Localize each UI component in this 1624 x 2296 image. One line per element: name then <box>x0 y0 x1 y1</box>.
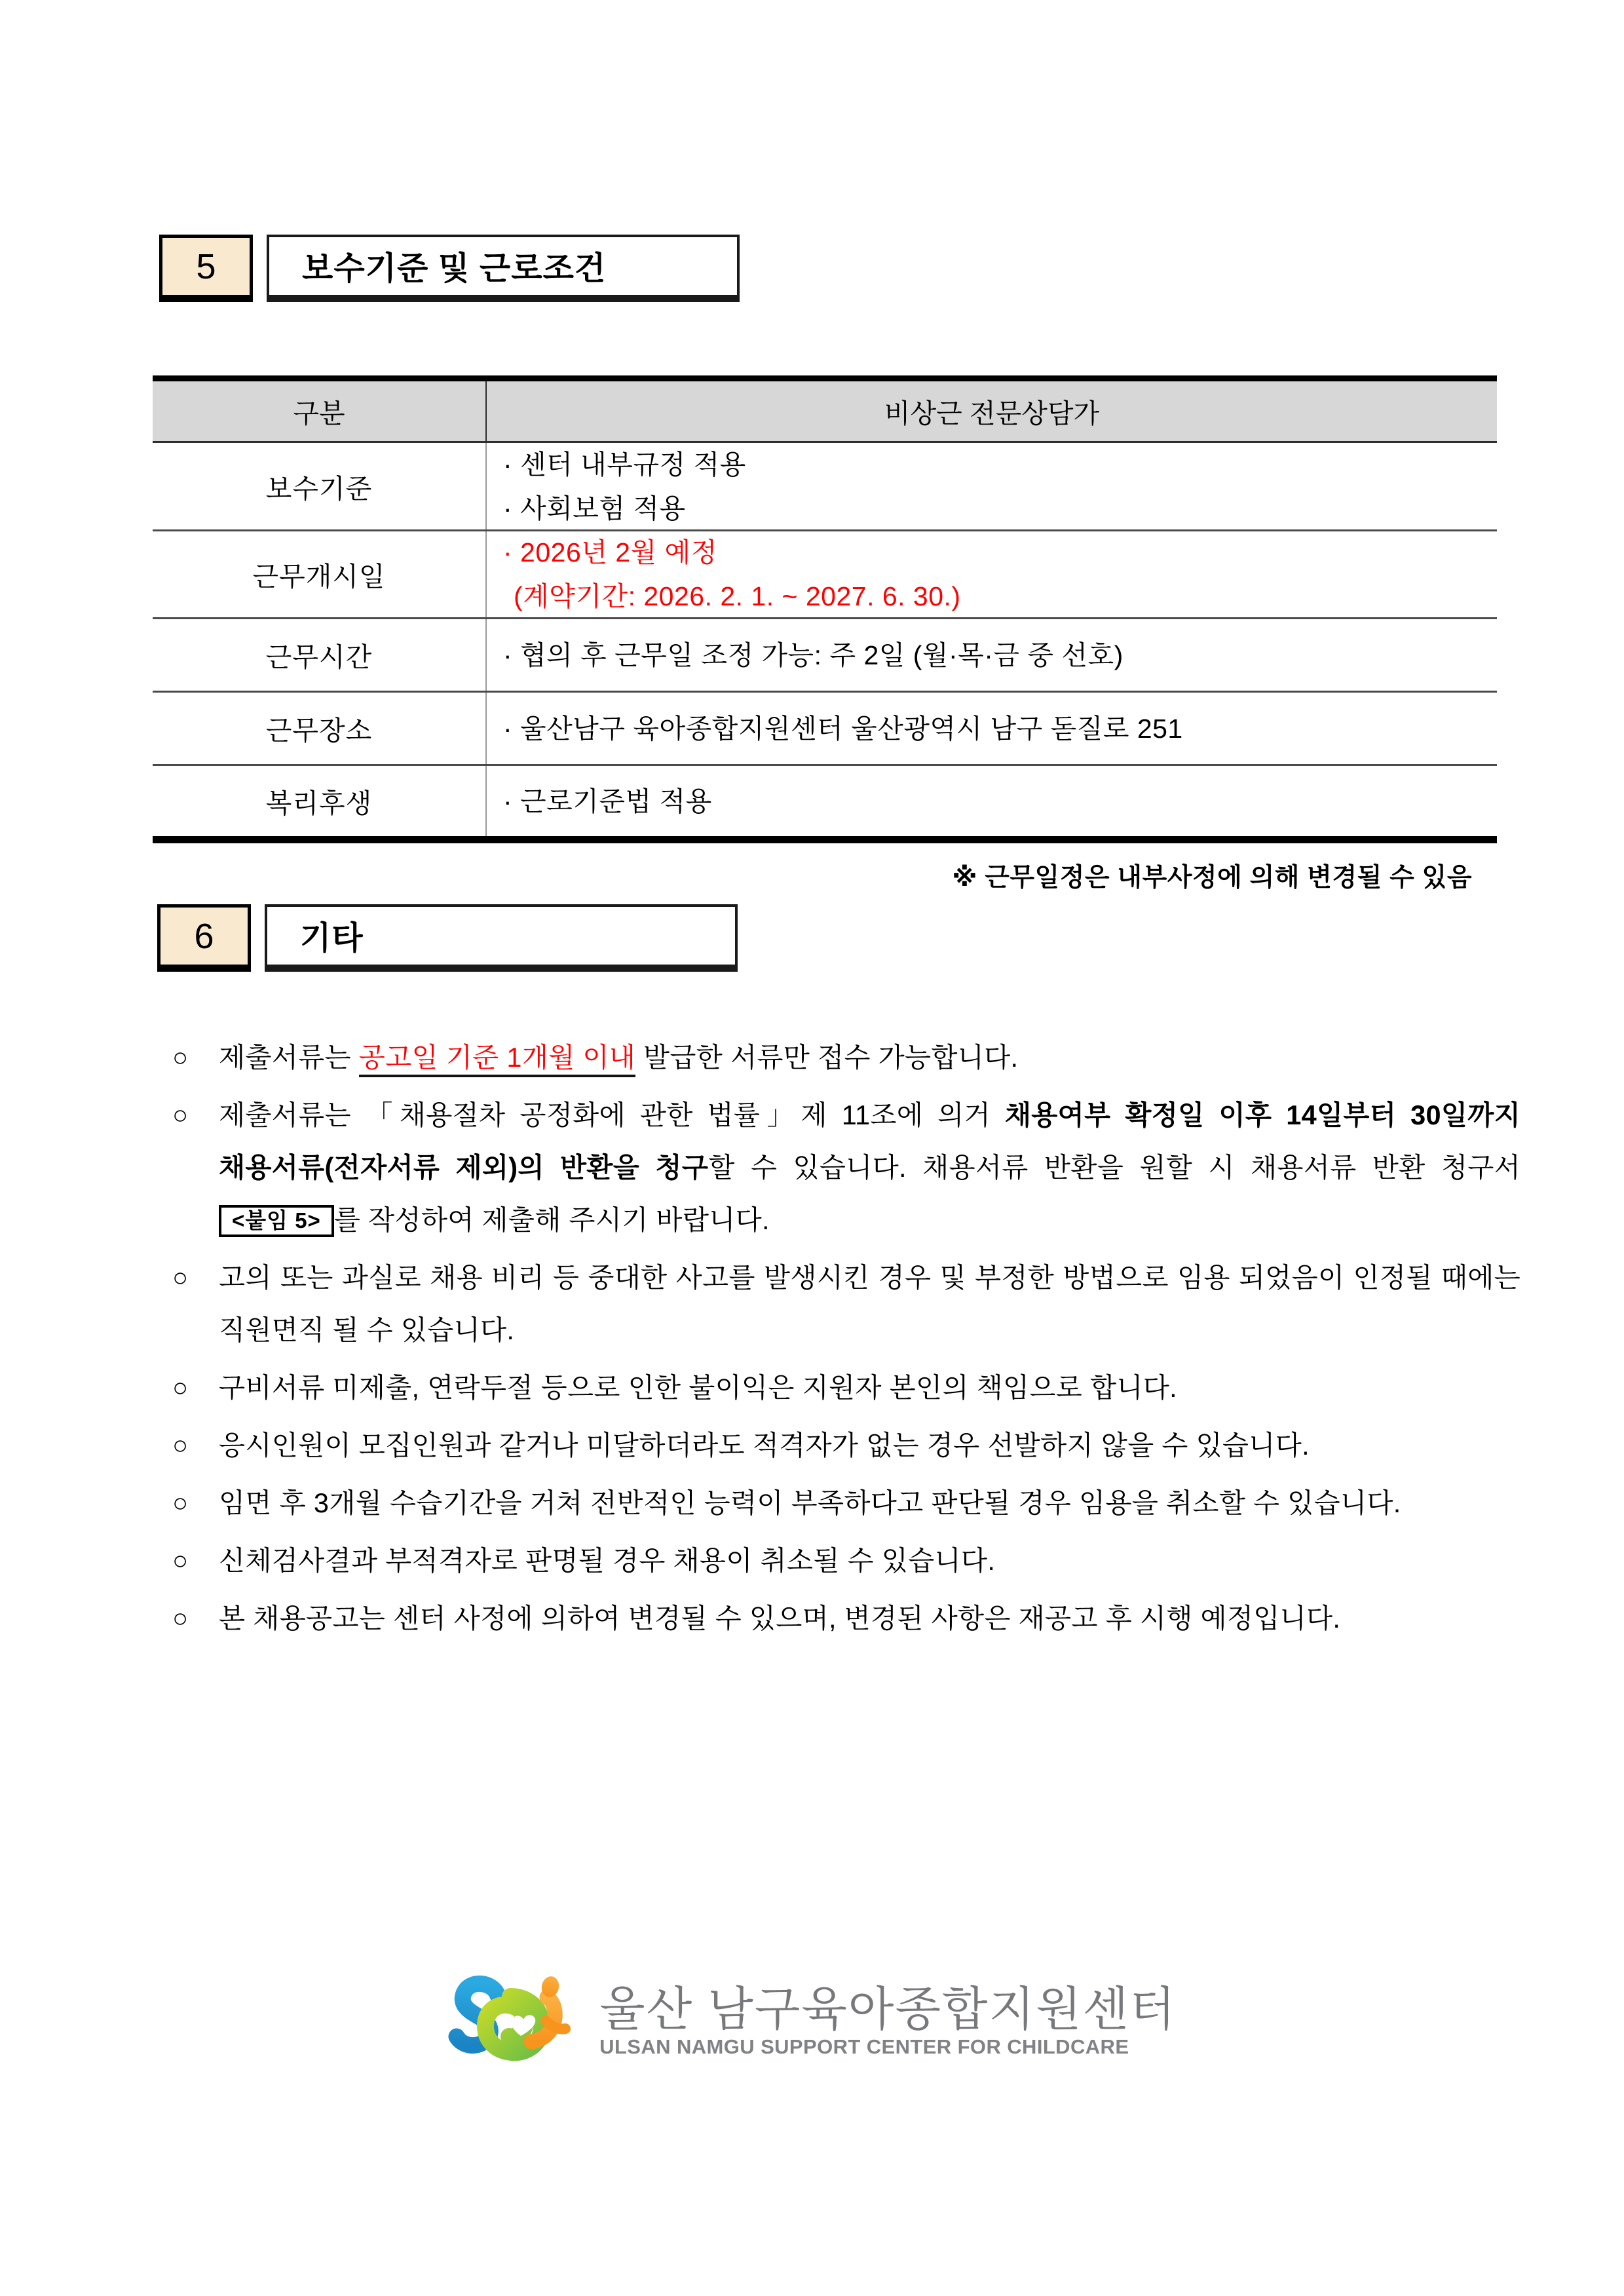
schedule-change-note: ※ 근무일정은 내부사정에 의해 변경될 수 있음 <box>952 864 1472 892</box>
section-6-number: 6 <box>194 916 214 956</box>
table-cell-line: · 울산남구 육아종합지원센터 울산광역시 남구 돋질로 251 <box>503 713 1183 744</box>
section-6-title: 기타 <box>300 921 364 956</box>
text-run: 응시인원이 모집인원과 같거나 미달하더라도 적격자가 없는 경우 선발하지 않을 수 있습니다. <box>219 1430 1310 1461</box>
list-item <box>172 1419 1520 1472</box>
section-6-title-box <box>265 904 738 972</box>
text-run: 를 작성하여 제출해 주시기 바랍니다. <box>333 1204 770 1235</box>
table-row-label: 복리후생 <box>265 788 373 818</box>
text-run: 임면 후 3개월 수습기간을 거쳐 전반적인 능력이 부족하다고 판단될 경우 임용을 취소할 수 있습니다. <box>219 1487 1401 1518</box>
circle-bullet-icon: ○ <box>172 1043 189 1072</box>
table-header-position: 비상근 전문상담가 <box>485 381 1497 441</box>
table-cell-line: · 센터 내부규정 적용 <box>503 449 746 480</box>
table-cell-line: (계약기간: 2026. 2. 1. ~ 2027. 6. 30.) <box>514 581 961 611</box>
list-item <box>172 1252 1520 1356</box>
table-body <box>153 443 1497 836</box>
table-row-value <box>485 693 1497 764</box>
table-row-value <box>485 443 1497 529</box>
circle-bullet-icon: ○ <box>172 1546 189 1575</box>
table-row <box>153 691 1497 764</box>
section-6-header <box>157 904 738 972</box>
table-row-label: 근무시간 <box>265 642 373 672</box>
center-logo-icon <box>447 1974 590 2071</box>
bold-text-run: 채용여부 확정일 이후 14일부터 30일까지 채용서류(전자서류 제외)의 반환을 청구 <box>219 1100 1520 1183</box>
table-cell-line: · 근로기준법 적용 <box>503 786 712 816</box>
circle-bullet-icon: ○ <box>172 1263 189 1292</box>
circle-bullet-icon: ○ <box>172 1373 189 1402</box>
list-item <box>172 1362 1520 1414</box>
section-5-title: 보수기준 및 근로조건 <box>302 251 607 286</box>
table-row <box>153 529 1497 617</box>
table-row-value <box>485 766 1497 836</box>
red-underlined-text-run: 공고일 기준 1개월 이내 <box>359 1042 635 1077</box>
logo-text-block <box>599 1985 1177 2059</box>
text-run: 구비서류 미제출, 연락두절 등으로 인한 불이익은 지원자 본인의 책임으로 합니다. <box>219 1372 1177 1403</box>
table-row <box>153 617 1497 691</box>
table-header-row <box>153 381 1497 443</box>
text-run: 제출서류는 <box>219 1042 359 1073</box>
text-run: 고의 또는 과실로 채용 비리 등 중대한 사고를 발생시킨 경우 및 부정한 방법으로 임용 되었음이 인정될 때에는 직원면직 될 수 있습니다. <box>219 1262 1520 1345</box>
table-row-label: 근무장소 <box>265 716 373 746</box>
circle-bullet-icon: ○ <box>172 1489 189 1518</box>
text-run: 발급한 서류만 접수 가능합니다. <box>635 1042 1019 1073</box>
table-row <box>153 443 1497 529</box>
list-item <box>172 1089 1520 1246</box>
logo-english-name: ULSAN NAMGU SUPPORT CENTER FOR CHILDCARE <box>599 2035 1129 2058</box>
circle-bullet-icon: ○ <box>172 1101 189 1130</box>
table-row <box>153 764 1497 836</box>
table-cell-line: · 사회보험 적용 <box>503 493 686 524</box>
misc-notes-list <box>172 1031 1520 1650</box>
footer-logo <box>0 1974 1624 2071</box>
section-5-header <box>159 235 740 302</box>
table-row-label: 근무개시일 <box>252 562 386 592</box>
text-run: 신체검사결과 부적격자로 판명될 경우 채용이 취소될 수 있습니다. <box>219 1545 996 1576</box>
text-run: 제출서류는 「채용절차 공정화에 관한 법률」제 11조에 의거 <box>219 1100 1005 1130</box>
list-item <box>172 1031 1520 1084</box>
circle-bullet-icon: ○ <box>172 1604 189 1633</box>
section-5-number: 5 <box>196 246 216 286</box>
table-header-category: 구분 <box>293 398 345 429</box>
text-run: 본 채용공고는 센터 사정에 의하여 변경될 수 있으며, 변경된 사항은 재공고 후 시행 예정입니다. <box>219 1603 1341 1634</box>
circle-bullet-icon: ○ <box>172 1431 189 1460</box>
list-item <box>172 1477 1520 1529</box>
section-6-number-box <box>157 904 251 972</box>
table-cell-line: · 협의 후 근무일 조정 가능: 주 2일 (월·목·금 중 선호) <box>503 640 1124 670</box>
list-item <box>172 1535 1520 1587</box>
table-row-label: 보수기준 <box>265 473 373 504</box>
table-row-value <box>485 531 1497 617</box>
working-conditions-table <box>153 375 1497 843</box>
section-5-number-box <box>159 235 253 302</box>
table-cell-line: · 2026년 2월 예정 <box>503 537 717 567</box>
list-item <box>172 1592 1520 1645</box>
text-run: 할 수 있습니다. 채용서류 반환을 원할 시 채용서류 반환 청구서 <box>708 1152 1520 1183</box>
attachment-5-box: <붙임 5> <box>219 1205 334 1237</box>
logo-korean-name: 울산 남구육아종합지원센터 <box>599 1983 1177 2036</box>
section-5-title-box <box>267 235 740 302</box>
table-row-value <box>485 619 1497 691</box>
